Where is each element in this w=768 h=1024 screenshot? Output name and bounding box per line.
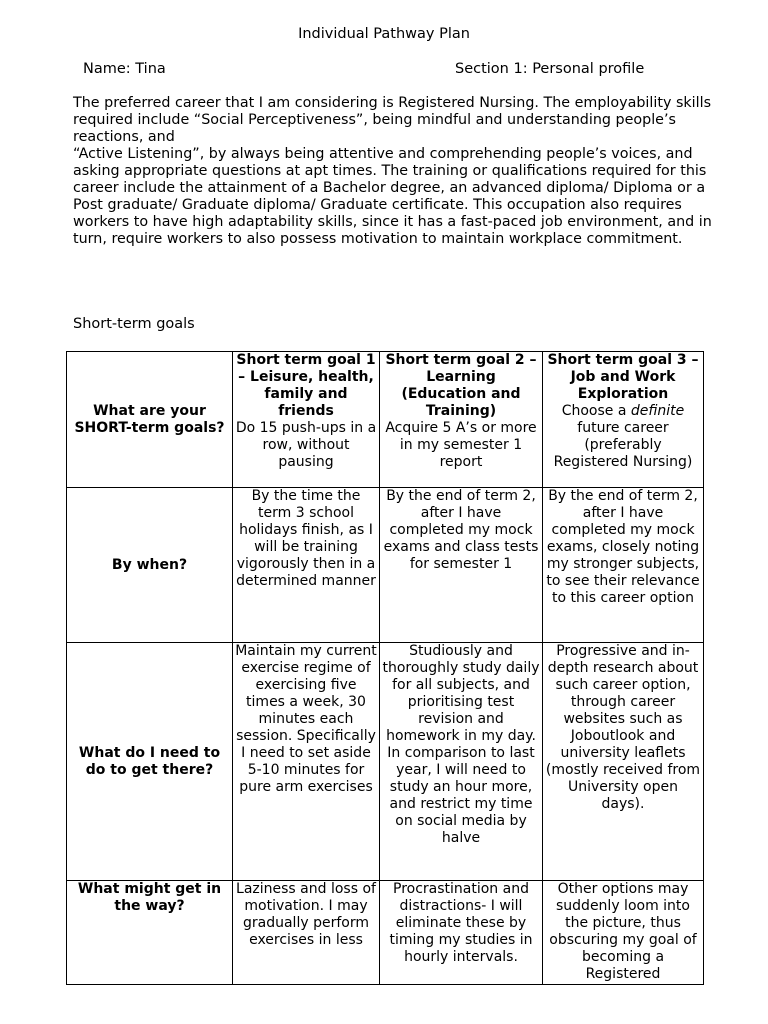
goal-2-heading: Short term goal 2 –Learning (Education and Training): [385, 352, 537, 419]
by-when-goal-3: By the end of term 2, after I have completed my mock exams, closely noting my stronger subjects, to see their relevance to this career option: [543, 488, 704, 643]
row-label-by-when: By when?: [67, 488, 233, 643]
row-label-obstacles: What might get in the way?: [67, 881, 233, 985]
obstacle-goal-2: Procrastination and distractions- I will eliminate these by timing my studies in hourly intervals.: [380, 881, 543, 985]
document-title: Individual Pathway Plan: [298, 26, 470, 42]
table-row: [67, 352, 704, 488]
what-to-do-goal-1: Maintain my current exercise regime of exercising five times a week, 30 minutes each session. Specifically I need to set aside 5-10 minutes for pure arm exercises: [233, 643, 380, 881]
short-term-goals-table: [66, 351, 704, 985]
goal-2-cell: [380, 352, 543, 488]
obstacle-goal-3: Other options may suddenly loom into the picture, thus obscuring my goal of becoming a Registered: [543, 881, 704, 985]
what-to-do-goal-3: Progressive and in-depth research about such career option, through career websites such as Joboutlook and university leaflets (mostly received from University open days).: [543, 643, 704, 881]
row-label-goals: What are your SHORT-term goals?: [67, 352, 233, 488]
goal-1-text: Do 15 push-ups in a row, without pausing: [235, 420, 377, 470]
goal-3-cell: [543, 352, 704, 488]
goal-1-heading: Short term goal 1 – Leisure, health, family and friends: [236, 352, 376, 419]
table-row: [67, 881, 704, 985]
profile-line-1: The preferred career that I am considering is Registered Nursing. The employability skills required include “Social Perceptiveness”, being mindful and understanding people’s reactions, and: [73, 95, 712, 145]
profile-line-2: “Active Listening”, by always being attentive and comprehending people’s voices, and asking appropriate questions at apt times. The training or qualifications required for this career include the attainment of a Bachelor degree, an advanced diploma/ Diploma or a Post graduate/ Graduate diploma/ Graduate certificate. This occupation also requires workers to have high adaptability skills, since it has a fast-paced job environment, and in turn, require workers to also possess motivation to maintain workplace commitment.: [73, 146, 712, 247]
goal-3-text-post: future career (preferably Registered Nursing): [553, 420, 693, 470]
profile-paragraph: [73, 95, 713, 248]
obstacle-goal-1: Laziness and loss of motivation. I may gradually perform exercises in less: [233, 881, 380, 985]
goal-1-cell: [233, 352, 380, 488]
by-when-goal-1: By the time the term 3 school holidays finish, as I will be training vigorously then in a determined manner: [233, 488, 380, 643]
student-name: Name: Tina: [83, 61, 166, 77]
table-row: [67, 488, 704, 643]
goal-3-heading: Short term goal 3 – Job and Work Exploration: [547, 352, 699, 402]
goal-3-text-pre: Choose a: [561, 403, 631, 419]
row-label-what-to-do: What do I need to do to get there?: [67, 643, 233, 881]
goal-3-text-emphasis: definite: [630, 403, 685, 419]
section-title: Section 1: Personal profile: [455, 61, 645, 77]
table-row: [67, 643, 704, 881]
by-when-goal-2: By the end of term 2, after I have completed my mock exams and class tests for semester 1: [380, 488, 543, 643]
goal-2-text: Acquire 5 A’s or more in my semester 1 report: [385, 420, 537, 470]
what-to-do-goal-2: Studiously and thoroughly study daily for all subjects, and prioritising test revision and homework in my day. In comparison to last year, I will need to study an hour more, and restrict my time on social media by halve: [380, 643, 543, 881]
short-term-heading: Short-term goals: [73, 316, 195, 332]
